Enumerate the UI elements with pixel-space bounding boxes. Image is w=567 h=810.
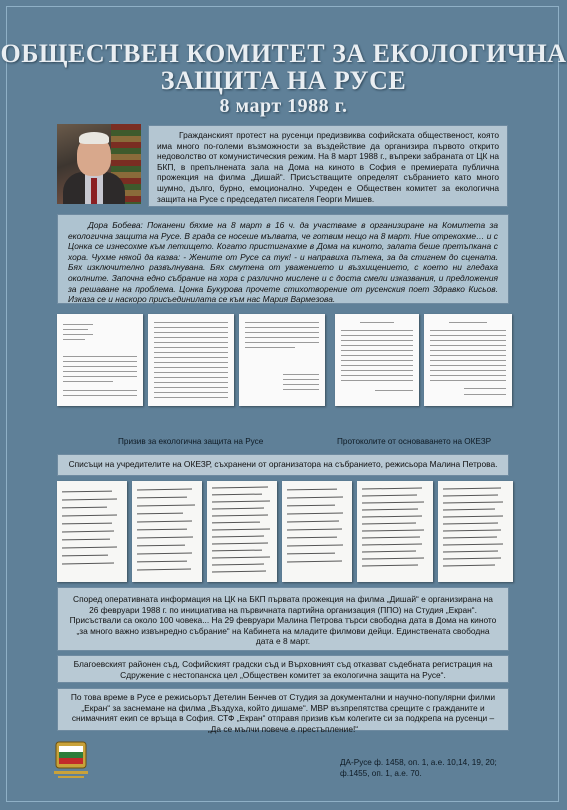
document-image [148,314,234,406]
source-line-1: ДА-Русе ф. 1458, оп. 1, а.е. 10,14, 19, 20; [340,758,497,767]
title-date: 8 март 1988 г. [219,95,348,117]
handwritten-list [357,481,433,582]
appeal-caption: Призив за екологична защита на Русе [118,437,264,446]
archive-source [340,757,520,779]
portrait-photo [57,124,141,204]
lists-caption: Списъци на учредителите на ОКЕЗР, съхранени от организатора на събранието, режисьора Малина Петрова. [68,459,498,469]
studio-text: По това време в Русе е режисьорът Детелин Бенчев от Студия за документални и научно-популярни филми „Екран“ за заснемане на филма „Въздуха, който дишаме“. МВР възпрепятства срещите с гражданите и снимачният екип се връща в София. СТФ „Екран“ отправя призив към колегите си за подкрепа на русенци – „Да се мълчи повече е престъпление!“ [70,692,496,734]
quote-text: Дора Бобева: Поканени бяхме на 8 март в 16 ч. да участваме в организиране на Комитета за екологична защита на Русе. В града се носеше мълвата, че готвим нещо на 8 март. Ние отрекохме… и с Цонка се изнесохме към летището. Когато пристигнахме в Дома на киното, залата беше претъпкана с хора. Чухме някой да казва: - Жените от Русе са тук! - и направиха пътека, за да стигнем до сцената. Бях изключително развълнувана. Бях смутена от уважението и възхищението, с което ни гледаха околните. Започна едно събрание на хора с различно мислене и с доста смели изказвания, и предложения за решаване на проблема. Цонка Букурова прочете стихотворение от русенския поет Здравко Кисьов. Изказа се и наскоро присъединилата се към нас Мария Вармезова. [68,220,498,305]
protocol-caption: Протоколите от основаването на ОКЕЗР [337,437,492,446]
studio-panel [57,688,509,734]
info-text: Според оперативната информация на ЦК на БКП първата прожекция на филма „Дишай“ е организирана на 26 февруари 1988 г. по инициатива на първичната партийна организация (ППО) на Студия „Екран“. Присъствали са около 100 човека... На 29 февруари Малина Петрова търси свободна дата в Дома на киното „за много важно извънредно събрание“ на Кабинета на младите филмови дейци. Единствената свободна дата е 8 март. [69,594,497,647]
document-gallery-1 [57,314,512,409]
handwritten-list [282,481,352,582]
source-line-2: ф.1455, оп. 1, а.е. 70. [340,769,422,778]
intro-panel [148,125,508,207]
document-image [57,314,143,406]
court-panel [57,655,509,683]
title-line-2: ЗАЩИТА НА РУСЕ [160,66,407,95]
handwritten-list [132,481,202,582]
page-title [0,40,567,118]
archives-agency-logo [50,738,92,782]
document-image [424,314,512,406]
intro-text: Гражданският протест на русенци предизвиква софийската общественост, която има много по-големи възможности за въздействие да организира първото открито недоволство от комунистическия режим. На 8 март 1988 г., въпреки забраната от ЦК на БКП, в препълнената зала на Дома на киното в София е премиерата публична прожекция на филма „Дишай“. Присъстващите определят събранието като много шумно, дълго, бурно, емоционално. Учреден е Обществен комитет за екологична защита на Русе с председател писателя Георги Мишев. [157,130,499,204]
handwritten-list [438,481,513,582]
document-image [239,314,325,406]
quote-panel [57,214,509,304]
court-text: Благоевският районен съд, Софийският градски съд и Върховният съд отказват съдебната регистрация на Сдружение с нестопанска цел „Обществен комитет за екологична защита на Русе“. [73,659,493,680]
handwritten-list [207,481,277,582]
lists-caption-panel [57,454,509,476]
title-line-1: ОБЩЕСТВЕН КОМИТЕТ ЗА ЕКОЛОГИЧНА [0,39,567,68]
info-panel [57,587,509,651]
handwritten-list [57,481,127,582]
document-image [335,314,419,406]
document-gallery-2 [57,481,513,583]
